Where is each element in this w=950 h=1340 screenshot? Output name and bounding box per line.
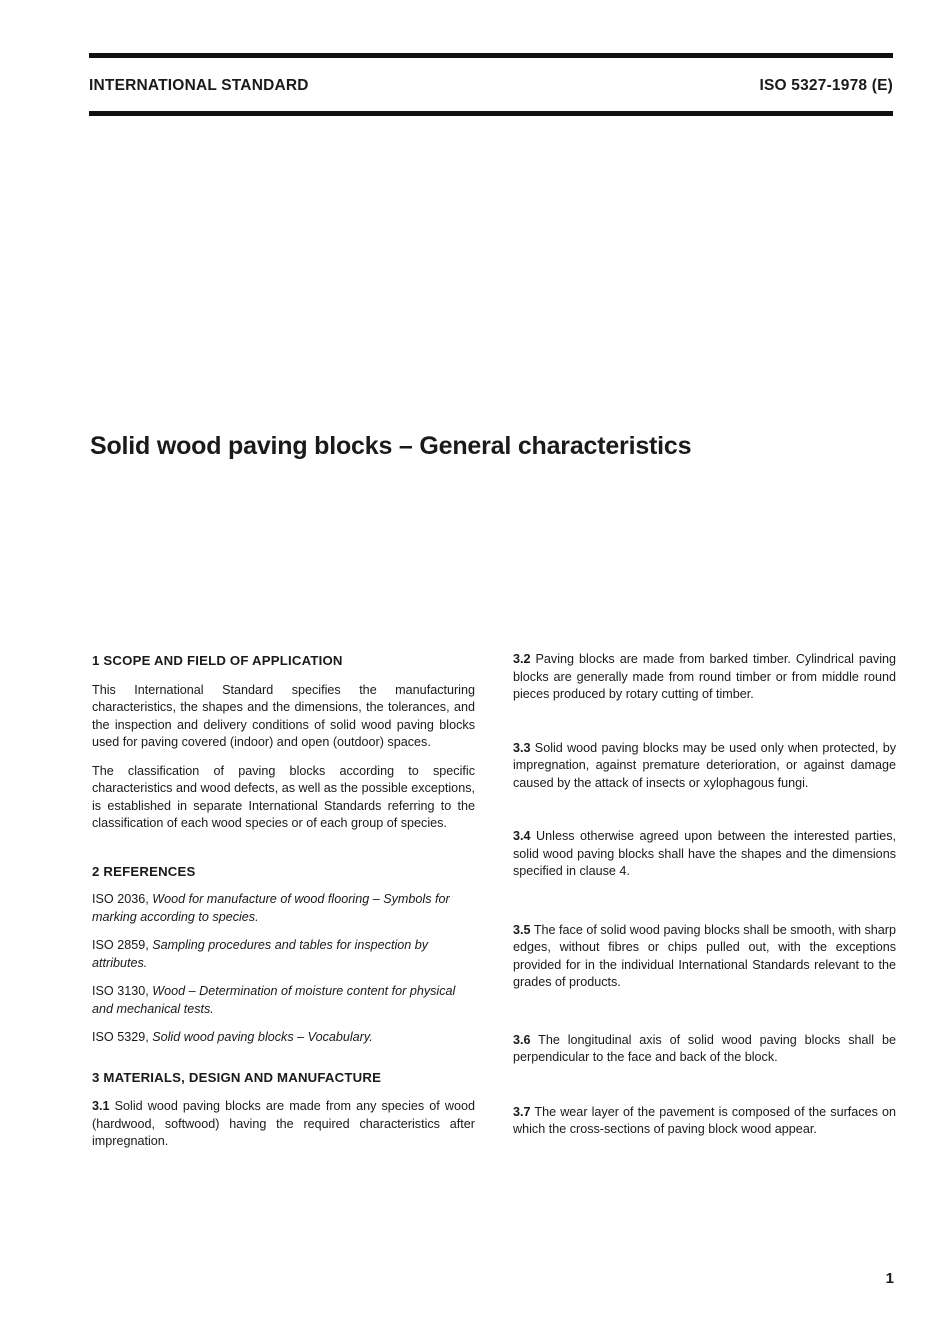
- clause-text: The wear layer of the pavement is composed of the surfaces on which the cross-sections of paving block wood appear.: [513, 1104, 896, 1136]
- section-1-heading: 1 SCOPE AND FIELD OF APPLICATION: [92, 653, 343, 668]
- reference-code: ISO 5329,: [92, 1030, 149, 1044]
- section-3-heading: 3 MATERIALS, DESIGN AND MANUFACTURE: [92, 1069, 382, 1085]
- clause-3-7: [513, 1104, 896, 1139]
- clause-3-5: [513, 922, 896, 992]
- header-top-rule: [89, 53, 893, 58]
- right-column: [513, 651, 896, 1139]
- clause-text: The longitudinal axis of solid wood paving blocks shall be perpendicular to the face and back of the block.: [513, 1032, 896, 1064]
- clause-number: 3.4: [513, 829, 531, 843]
- reference-code: ISO 3130,: [92, 984, 149, 998]
- clause-text: Unless otherwise agreed upon between the interested parties, solid wood paving blocks shall have the shapes and the dimensions specified in clause 4.: [513, 829, 897, 878]
- reference-iso-2036: [92, 891, 475, 926]
- clause-text: Solid wood paving blocks are made from any species of wood (hardwood, softwood) having the required characteristics after impregnation.: [92, 1099, 476, 1148]
- document-title: Solid wood paving blocks – General characteristics: [90, 432, 692, 460]
- reference-iso-2859: [92, 937, 475, 972]
- reference-title: Wood – Determination of moisture content for physical and mechanical tests.: [92, 984, 456, 1016]
- reference-code: ISO 2859,: [92, 938, 149, 952]
- reference-title: Sampling procedures and tables for inspection by attributes.: [92, 938, 429, 970]
- clause-3-3: [513, 740, 896, 793]
- reference-iso-5329: [92, 1029, 475, 1047]
- page-number: 1: [885, 1270, 894, 1287]
- clause-3-6: [513, 1032, 896, 1067]
- left-column: [92, 652, 475, 1151]
- clause-number: 3.5: [513, 922, 531, 937]
- reference-title: Solid wood paving blocks – Vocabulary.: [152, 1030, 373, 1044]
- section-2-heading: 2 REFERENCES: [92, 863, 196, 879]
- clause-text: The face of solid wood paving blocks shall be smooth, with sharp edges, without fibres or chips pulled out, with the exceptions provided for in the individual International Standards relevant to the grades of products.: [513, 922, 896, 989]
- clause-text: Solid wood paving blocks may be used only when protected, by impregnation, against premature deterioration, or against damage caused by the attack of insects or xylophagous fungi.: [513, 740, 897, 790]
- scope-paragraph-1: This International Standard specifies the manufacturing characteristics, the shapes and the dimensions, the tolerances, and the inspection and delivery conditions of solid wood paving blocks used for paving covered (indoor) and open (outdoor) spaces.: [92, 682, 475, 749]
- clause-number: 3.2: [513, 652, 531, 666]
- clause-text: Paving blocks are made from barked timber. Cylindrical paving blocks are generally made from round timber or from middle round pieces produced by rotary cutting of timber.: [513, 652, 897, 701]
- clause-3-2: [513, 651, 896, 704]
- reference-code: ISO 2036,: [92, 892, 149, 906]
- clause-number: 3.6: [513, 1032, 531, 1047]
- clause-3-1: [92, 1098, 475, 1151]
- clause-number: 3.3: [513, 740, 531, 755]
- header-standard-number: ISO 5327-1978 (E): [759, 77, 893, 94]
- header-bottom-rule: [89, 111, 893, 116]
- clause-number: 3.1: [92, 1099, 110, 1113]
- reference-title: Wood for manufacture of wood flooring – Symbols for marking according to species.: [92, 892, 450, 924]
- scope-paragraph-2: The classification of paving blocks according to specific characteristics and wood defects, as well as the possible exceptions, is established in separate International Standards referring to the classification of each wood species or of each group of species.: [92, 763, 475, 830]
- clause-3-4: [513, 828, 896, 881]
- clause-number: 3.7: [513, 1104, 531, 1119]
- header-document-type: INTERNATIONAL STANDARD: [89, 77, 309, 94]
- reference-iso-3130: [92, 983, 475, 1018]
